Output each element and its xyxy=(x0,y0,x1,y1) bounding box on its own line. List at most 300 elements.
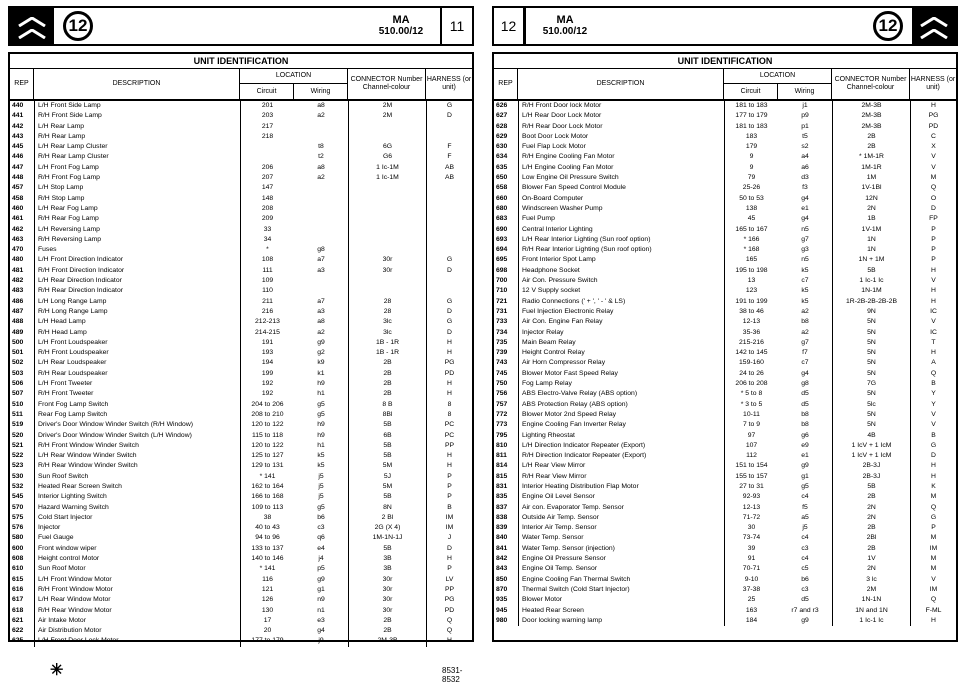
row-connector: 1B - 1R xyxy=(348,348,426,358)
row-wiring: r7 and r3 xyxy=(791,606,819,614)
row-harness: D xyxy=(426,328,472,338)
row-wiring: n5 xyxy=(801,225,809,233)
table-row xyxy=(10,255,472,265)
row-description: L/H Front Loudspeaker xyxy=(34,338,240,348)
row-harness: H xyxy=(910,616,956,626)
row-wiring: k5 xyxy=(317,452,325,460)
row-connector: 5M xyxy=(348,461,426,471)
row-wiring: g3 xyxy=(801,246,809,254)
row-connector: 7G xyxy=(832,379,910,389)
row-harness: Q xyxy=(426,616,472,626)
row-harness: V xyxy=(910,317,956,327)
row-harness: J xyxy=(426,533,472,543)
table-row xyxy=(10,410,472,420)
row-circuit: 148 xyxy=(240,194,294,204)
chevron-logo-icon xyxy=(18,17,46,27)
row-description: Engine Oil Temp. Sensor xyxy=(518,564,724,574)
row-connector: 5N xyxy=(832,348,910,358)
row-circuit: 12-13 xyxy=(724,317,778,327)
row-circuit: 191 xyxy=(240,338,294,348)
row-ref: 750 xyxy=(496,380,508,388)
row-ref: 814 xyxy=(496,462,508,470)
row-description: Fuel Pump xyxy=(518,214,724,224)
row-connector: 2M-3B xyxy=(832,111,910,121)
row-connector: 9N xyxy=(832,307,910,317)
table-row xyxy=(10,328,472,338)
row-connector: 2N xyxy=(832,513,910,523)
page-header xyxy=(492,6,958,46)
row-wiring: k9 xyxy=(317,359,325,367)
row-ref: 721 xyxy=(496,297,508,305)
row-harness: LV xyxy=(426,575,472,585)
row-harness: M xyxy=(910,554,956,564)
row-harness: IM xyxy=(426,523,472,533)
row-description: Boot Door Lock Motor xyxy=(518,132,724,142)
row-ref: 815 xyxy=(496,472,508,480)
row-connector xyxy=(348,122,426,132)
row-connector: 5B xyxy=(348,544,426,554)
table-row xyxy=(494,472,956,482)
row-wiring: c3 xyxy=(801,544,809,552)
row-description: L/H Front Direction Indicator xyxy=(34,255,240,265)
row-description: Blower Motor Fast Speed Relay xyxy=(518,369,724,379)
row-connector: 5N xyxy=(832,369,910,379)
table-row xyxy=(494,348,956,358)
row-harness: IM xyxy=(910,544,956,554)
row-wiring: h1 xyxy=(317,441,325,449)
row-harness: H xyxy=(426,461,472,471)
row-wiring: e1 xyxy=(801,452,809,460)
row-ref: 458 xyxy=(12,194,24,202)
row-wiring: t8 xyxy=(318,143,324,151)
row-harness: V xyxy=(910,276,956,286)
row-connector: 5B xyxy=(348,492,426,502)
row-harness: D xyxy=(426,544,472,554)
row-wiring: s2 xyxy=(801,143,809,151)
row-connector xyxy=(348,276,426,286)
row-harness: D xyxy=(426,111,472,121)
table-row xyxy=(494,122,956,132)
table-row xyxy=(494,317,956,327)
row-circuit: 217 xyxy=(240,122,294,132)
row-description: R/H Front Tweeter xyxy=(34,389,240,399)
table-row xyxy=(494,235,956,245)
row-ref: 693 xyxy=(496,235,508,243)
row-wiring: g4 xyxy=(801,194,809,202)
row-circuit: 130 xyxy=(240,606,294,616)
col-circuit-header: Circuit xyxy=(724,84,778,99)
row-connector: 2B xyxy=(832,132,910,142)
row-wiring: j5 xyxy=(318,493,324,501)
row-wiring: n5 xyxy=(801,256,809,264)
table-row xyxy=(494,389,956,399)
row-connector: 2G (X 4) xyxy=(348,523,426,533)
table-row xyxy=(494,451,956,461)
row-connector: 2M xyxy=(348,111,426,121)
row-connector xyxy=(348,286,426,296)
row-ref: 530 xyxy=(12,472,24,480)
row-ref: 980 xyxy=(496,616,508,624)
row-description: R/H Rear Window Winder Switch xyxy=(34,461,240,471)
table-row xyxy=(494,173,956,183)
row-description: R/H Rear Loudspeaker xyxy=(34,369,240,379)
row-circuit: 27 to 31 xyxy=(724,482,778,492)
row-wiring: g4 xyxy=(801,369,809,377)
row-wiring: j5 xyxy=(318,482,324,490)
row-ref: 570 xyxy=(12,503,24,511)
row-description: Fuel Flap Lock Motor xyxy=(518,142,724,152)
row-harness xyxy=(426,235,472,245)
page-header xyxy=(8,6,474,46)
row-wiring: p5 xyxy=(317,565,325,573)
row-wiring: q6 xyxy=(317,534,325,542)
row-wiring: c3 xyxy=(317,524,325,532)
row-wiring: b8 xyxy=(801,421,809,429)
table-row xyxy=(494,400,956,410)
table-row xyxy=(10,214,472,224)
row-circuit: 120 to 122 xyxy=(240,420,294,430)
row-ref: 634 xyxy=(496,153,508,161)
row-description: Height control Motor xyxy=(34,554,240,564)
row-description: Interior Heating Distribution Flap Motor xyxy=(518,482,724,492)
row-ref: 841 xyxy=(496,544,508,552)
row-ref: 757 xyxy=(496,400,508,408)
row-connector: 30r xyxy=(348,266,426,276)
table-row xyxy=(10,389,472,399)
row-description: Air Horn Compressor Relay xyxy=(518,358,724,368)
table-row xyxy=(494,461,956,471)
row-connector: 30r xyxy=(348,255,426,265)
row-circuit: 218 xyxy=(240,132,294,142)
table-row xyxy=(10,183,472,193)
row-connector: 1 Ic-1M xyxy=(348,173,426,183)
row-circuit: 212-213 xyxy=(240,317,294,327)
row-harness: D xyxy=(910,204,956,214)
row-description: Injector Relay xyxy=(518,328,724,338)
row-ref: 870 xyxy=(496,585,508,593)
row-circuit: 201 xyxy=(240,101,294,111)
table-row xyxy=(10,451,472,461)
row-circuit: 70-71 xyxy=(724,564,778,574)
row-wiring: t5 xyxy=(802,132,808,140)
table-row xyxy=(10,461,472,471)
row-harness: V xyxy=(910,152,956,162)
row-connector: 2B xyxy=(832,523,910,533)
table-row xyxy=(494,585,956,595)
row-description: L/H Front Side Lamp xyxy=(34,101,240,111)
row-harness: H xyxy=(426,554,472,564)
table-row xyxy=(494,492,956,502)
row-connector: 5lc xyxy=(832,400,910,410)
row-connector: 2M-3B xyxy=(832,101,910,111)
row-description: R/H Rear View Mirror xyxy=(518,472,724,482)
row-connector: 3B xyxy=(348,564,426,574)
row-circuit: 116 xyxy=(240,575,294,585)
row-ref: 658 xyxy=(496,184,508,192)
row-description: R/H Front Fog Lamp xyxy=(34,173,240,183)
table-row xyxy=(10,585,472,595)
row-wiring: a7 xyxy=(317,297,325,305)
row-ref: 811 xyxy=(496,452,507,460)
row-connector: 1V-1Bl xyxy=(832,183,910,193)
row-harness: H xyxy=(426,379,472,389)
row-connector: 2B xyxy=(832,492,910,502)
row-connector: 1 Ic-1 Ic xyxy=(832,616,910,626)
manual-code: MA xyxy=(556,14,574,26)
row-ref: 756 xyxy=(496,390,508,398)
row-wiring: t2 xyxy=(318,153,324,161)
table-row xyxy=(494,431,956,441)
row-wiring: h9 xyxy=(317,431,325,439)
table-row xyxy=(10,503,472,513)
row-circuit: 71-72 xyxy=(724,513,778,523)
row-circuit: 126 xyxy=(240,595,294,605)
row-ref: 630 xyxy=(496,143,508,151)
chapter-badge: 12 xyxy=(63,11,93,41)
col-harness-header: HARNESS (or unit) xyxy=(910,76,956,91)
row-harness: V xyxy=(910,163,956,173)
row-connector xyxy=(348,225,426,235)
row-wiring: d5 xyxy=(801,390,809,398)
row-harness: PD xyxy=(426,369,472,379)
row-connector: 28 xyxy=(348,307,426,317)
table-row xyxy=(10,101,472,111)
row-circuit: 209 xyxy=(240,214,294,224)
row-harness: G xyxy=(426,317,472,327)
row-wiring: a2 xyxy=(801,307,809,315)
row-connector: 5B xyxy=(832,482,910,492)
row-circuit: 38 xyxy=(240,513,294,523)
table-row xyxy=(494,163,956,173)
row-wiring: a2 xyxy=(317,112,325,120)
table-header xyxy=(494,69,956,101)
col-ref-header: REP xyxy=(10,69,34,99)
row-circuit: * 141 xyxy=(240,564,294,574)
row-ref: 739 xyxy=(496,349,508,357)
row-wiring: j4 xyxy=(318,555,324,563)
row-wiring: g8 xyxy=(801,380,809,388)
row-wiring: a8 xyxy=(317,102,325,109)
row-description: R/H Front Door lock Motor xyxy=(518,101,724,111)
row-circuit: 192 xyxy=(240,379,294,389)
row-wiring: a5 xyxy=(801,513,809,521)
row-harness: Q xyxy=(910,503,956,513)
row-wiring: a8 xyxy=(317,163,325,171)
row-ref: 629 xyxy=(496,132,508,140)
row-connector: 30r xyxy=(348,585,426,595)
row-circuit: * 168 xyxy=(724,245,778,255)
row-harness xyxy=(426,204,472,214)
table-row xyxy=(494,245,956,255)
row-wiring: k1 xyxy=(317,369,325,377)
manual-code: MA xyxy=(392,14,410,26)
row-connector xyxy=(348,204,426,214)
table-row xyxy=(10,204,472,214)
table-title: UNIT IDENTIFICATION xyxy=(494,54,956,69)
row-wiring: n1 xyxy=(317,606,325,614)
row-wiring: g9 xyxy=(317,575,325,583)
row-circuit: 166 to 168 xyxy=(240,492,294,502)
row-connector: 8N xyxy=(348,503,426,513)
table-row xyxy=(494,338,956,348)
table-row xyxy=(10,616,472,626)
row-harness: Q xyxy=(426,626,472,636)
row-description: Lighting Rheostat xyxy=(518,431,724,441)
table-row xyxy=(10,235,472,245)
chevron-logo-icon xyxy=(920,17,948,27)
row-connector: 1 IcV + 1 IcM xyxy=(832,441,910,451)
table-row xyxy=(10,400,472,410)
table-row xyxy=(10,194,472,204)
table-row xyxy=(494,204,956,214)
row-circuit: 111 xyxy=(240,266,294,276)
row-wiring: c3 xyxy=(801,585,809,593)
row-description: R/H Rear Window Motor xyxy=(34,606,240,616)
row-connector: 1V-1M xyxy=(832,225,910,235)
row-connector: 2Bl xyxy=(832,533,910,543)
row-description: R/H Engine Cooling Fan Motor xyxy=(518,152,724,162)
row-description: L/H Rear Door Lock Motor xyxy=(518,111,724,121)
row-harness: P xyxy=(910,523,956,533)
table-row xyxy=(494,410,956,420)
table-row xyxy=(494,132,956,142)
row-circuit: 216 xyxy=(240,307,294,317)
row-ref: 735 xyxy=(496,338,508,346)
table-row xyxy=(10,122,472,132)
row-wiring: e1 xyxy=(801,204,809,212)
row-wiring: j1 xyxy=(802,102,808,109)
row-harness: AB xyxy=(426,163,472,173)
row-description: Air Intake Motor xyxy=(34,616,240,626)
row-circuit: 7 to 9 xyxy=(724,420,778,430)
table-body xyxy=(494,101,956,626)
row-circuit: 138 xyxy=(724,204,778,214)
row-ref: 745 xyxy=(496,369,508,377)
row-connector: 2B xyxy=(348,616,426,626)
row-connector: 5N xyxy=(832,420,910,430)
row-circuit: 9 xyxy=(724,163,778,173)
row-ref: 482 xyxy=(12,277,24,285)
row-description: Central Interior Lighting xyxy=(518,225,724,235)
row-ref: 489 xyxy=(12,328,24,336)
row-connector: 1R-2B-2B-2B-2B xyxy=(832,297,910,307)
row-ref: 523 xyxy=(12,462,24,470)
row-ref: 945 xyxy=(496,606,508,614)
row-harness: H xyxy=(910,101,956,111)
table-row xyxy=(10,575,472,585)
row-connector: 2B-3J xyxy=(832,461,910,471)
row-harness: H xyxy=(910,348,956,358)
row-description: Radio Connections (' + ', ' - ' & LS) xyxy=(518,297,724,307)
row-harness: H xyxy=(426,338,472,348)
row-ref: 511 xyxy=(12,410,23,418)
row-harness: H xyxy=(426,389,472,399)
row-description: R/H Rear Lamp Cluster xyxy=(34,152,240,162)
row-connector xyxy=(348,214,426,224)
row-harness: G xyxy=(426,101,472,111)
row-wiring: c4 xyxy=(801,555,809,563)
row-wiring: g4 xyxy=(317,627,325,635)
row-connector: 1B xyxy=(832,214,910,224)
table-row xyxy=(10,523,472,533)
row-ref: 600 xyxy=(12,544,24,552)
row-harness: M xyxy=(910,173,956,183)
table-row xyxy=(10,276,472,286)
row-description: R/H Front Window Winder Switch xyxy=(34,441,240,451)
table-row xyxy=(494,379,956,389)
row-ref: 503 xyxy=(12,369,24,377)
row-description: R/H Head Lamp xyxy=(34,328,240,338)
row-wiring: p9 xyxy=(801,112,809,120)
row-circuit: 24 to 26 xyxy=(724,369,778,379)
row-harness: P xyxy=(910,235,956,245)
row-circuit: 109 xyxy=(240,276,294,286)
row-circuit: 208 xyxy=(240,204,294,214)
row-harness: IC xyxy=(910,307,956,317)
col-wiring-header: Wiring xyxy=(794,87,815,95)
row-ref: 700 xyxy=(496,277,508,285)
row-connector: 3B xyxy=(348,554,426,564)
row-harness: PG xyxy=(910,111,956,121)
row-circuit: * 5 to 8 xyxy=(724,389,778,399)
row-circuit: 45 xyxy=(724,214,778,224)
table-row xyxy=(10,286,472,296)
row-description: L/H Rear Fog Lamp xyxy=(34,204,240,214)
row-ref: 463 xyxy=(12,235,24,243)
row-harness: H xyxy=(426,636,472,646)
table-row xyxy=(10,513,472,523)
row-ref: 461 xyxy=(12,215,24,223)
row-description: Driver's Door Window Winder Switch (L/H Window) xyxy=(34,431,240,441)
row-description: R/H Rear Fog Lamp xyxy=(34,214,240,224)
row-ref: 621 xyxy=(12,616,24,624)
row-description: L/H Rear Lamp Cluster xyxy=(34,142,240,152)
table-row xyxy=(494,225,956,235)
row-harness xyxy=(426,286,472,296)
page-number: 11 xyxy=(449,18,465,34)
row-wiring: f3 xyxy=(802,184,808,192)
row-ref: 627 xyxy=(496,112,508,120)
row-circuit: 20 xyxy=(240,626,294,636)
row-harness: M xyxy=(910,564,956,574)
row-harness: PP xyxy=(426,585,472,595)
row-connector: 2N xyxy=(832,564,910,574)
row-wiring: k5 xyxy=(317,462,325,470)
row-description: R/H Reversing Lamp xyxy=(34,235,240,245)
row-ref: 481 xyxy=(12,266,24,274)
row-wiring: c7 xyxy=(801,277,809,285)
row-ref: 610 xyxy=(12,565,24,573)
row-connector: 4B xyxy=(832,431,910,441)
row-description: Heated Rear Screen xyxy=(518,606,724,616)
row-description: On-Board Computer xyxy=(518,194,724,204)
row-wiring: a3 xyxy=(317,307,325,315)
row-ref: 837 xyxy=(496,503,508,511)
row-harness: PD xyxy=(910,122,956,132)
row-wiring: h1 xyxy=(317,390,325,398)
row-circuit: 162 to 164 xyxy=(240,482,294,492)
row-description: R/H Stop Lamp xyxy=(34,194,240,204)
row-ref: 773 xyxy=(496,421,508,429)
row-description: L/H Long Range Lamp xyxy=(34,297,240,307)
row-harness: 8 xyxy=(426,400,472,410)
brand-logo xyxy=(10,8,54,44)
row-description: R/H Direction Indicator Repeater (Export) xyxy=(518,451,724,461)
row-circuit: 181 to 183 xyxy=(724,122,778,132)
row-description: R/H Rear Interior Lighting (Sun roof option) xyxy=(518,245,724,255)
table-row xyxy=(494,616,956,626)
chapter-cell xyxy=(864,8,912,44)
